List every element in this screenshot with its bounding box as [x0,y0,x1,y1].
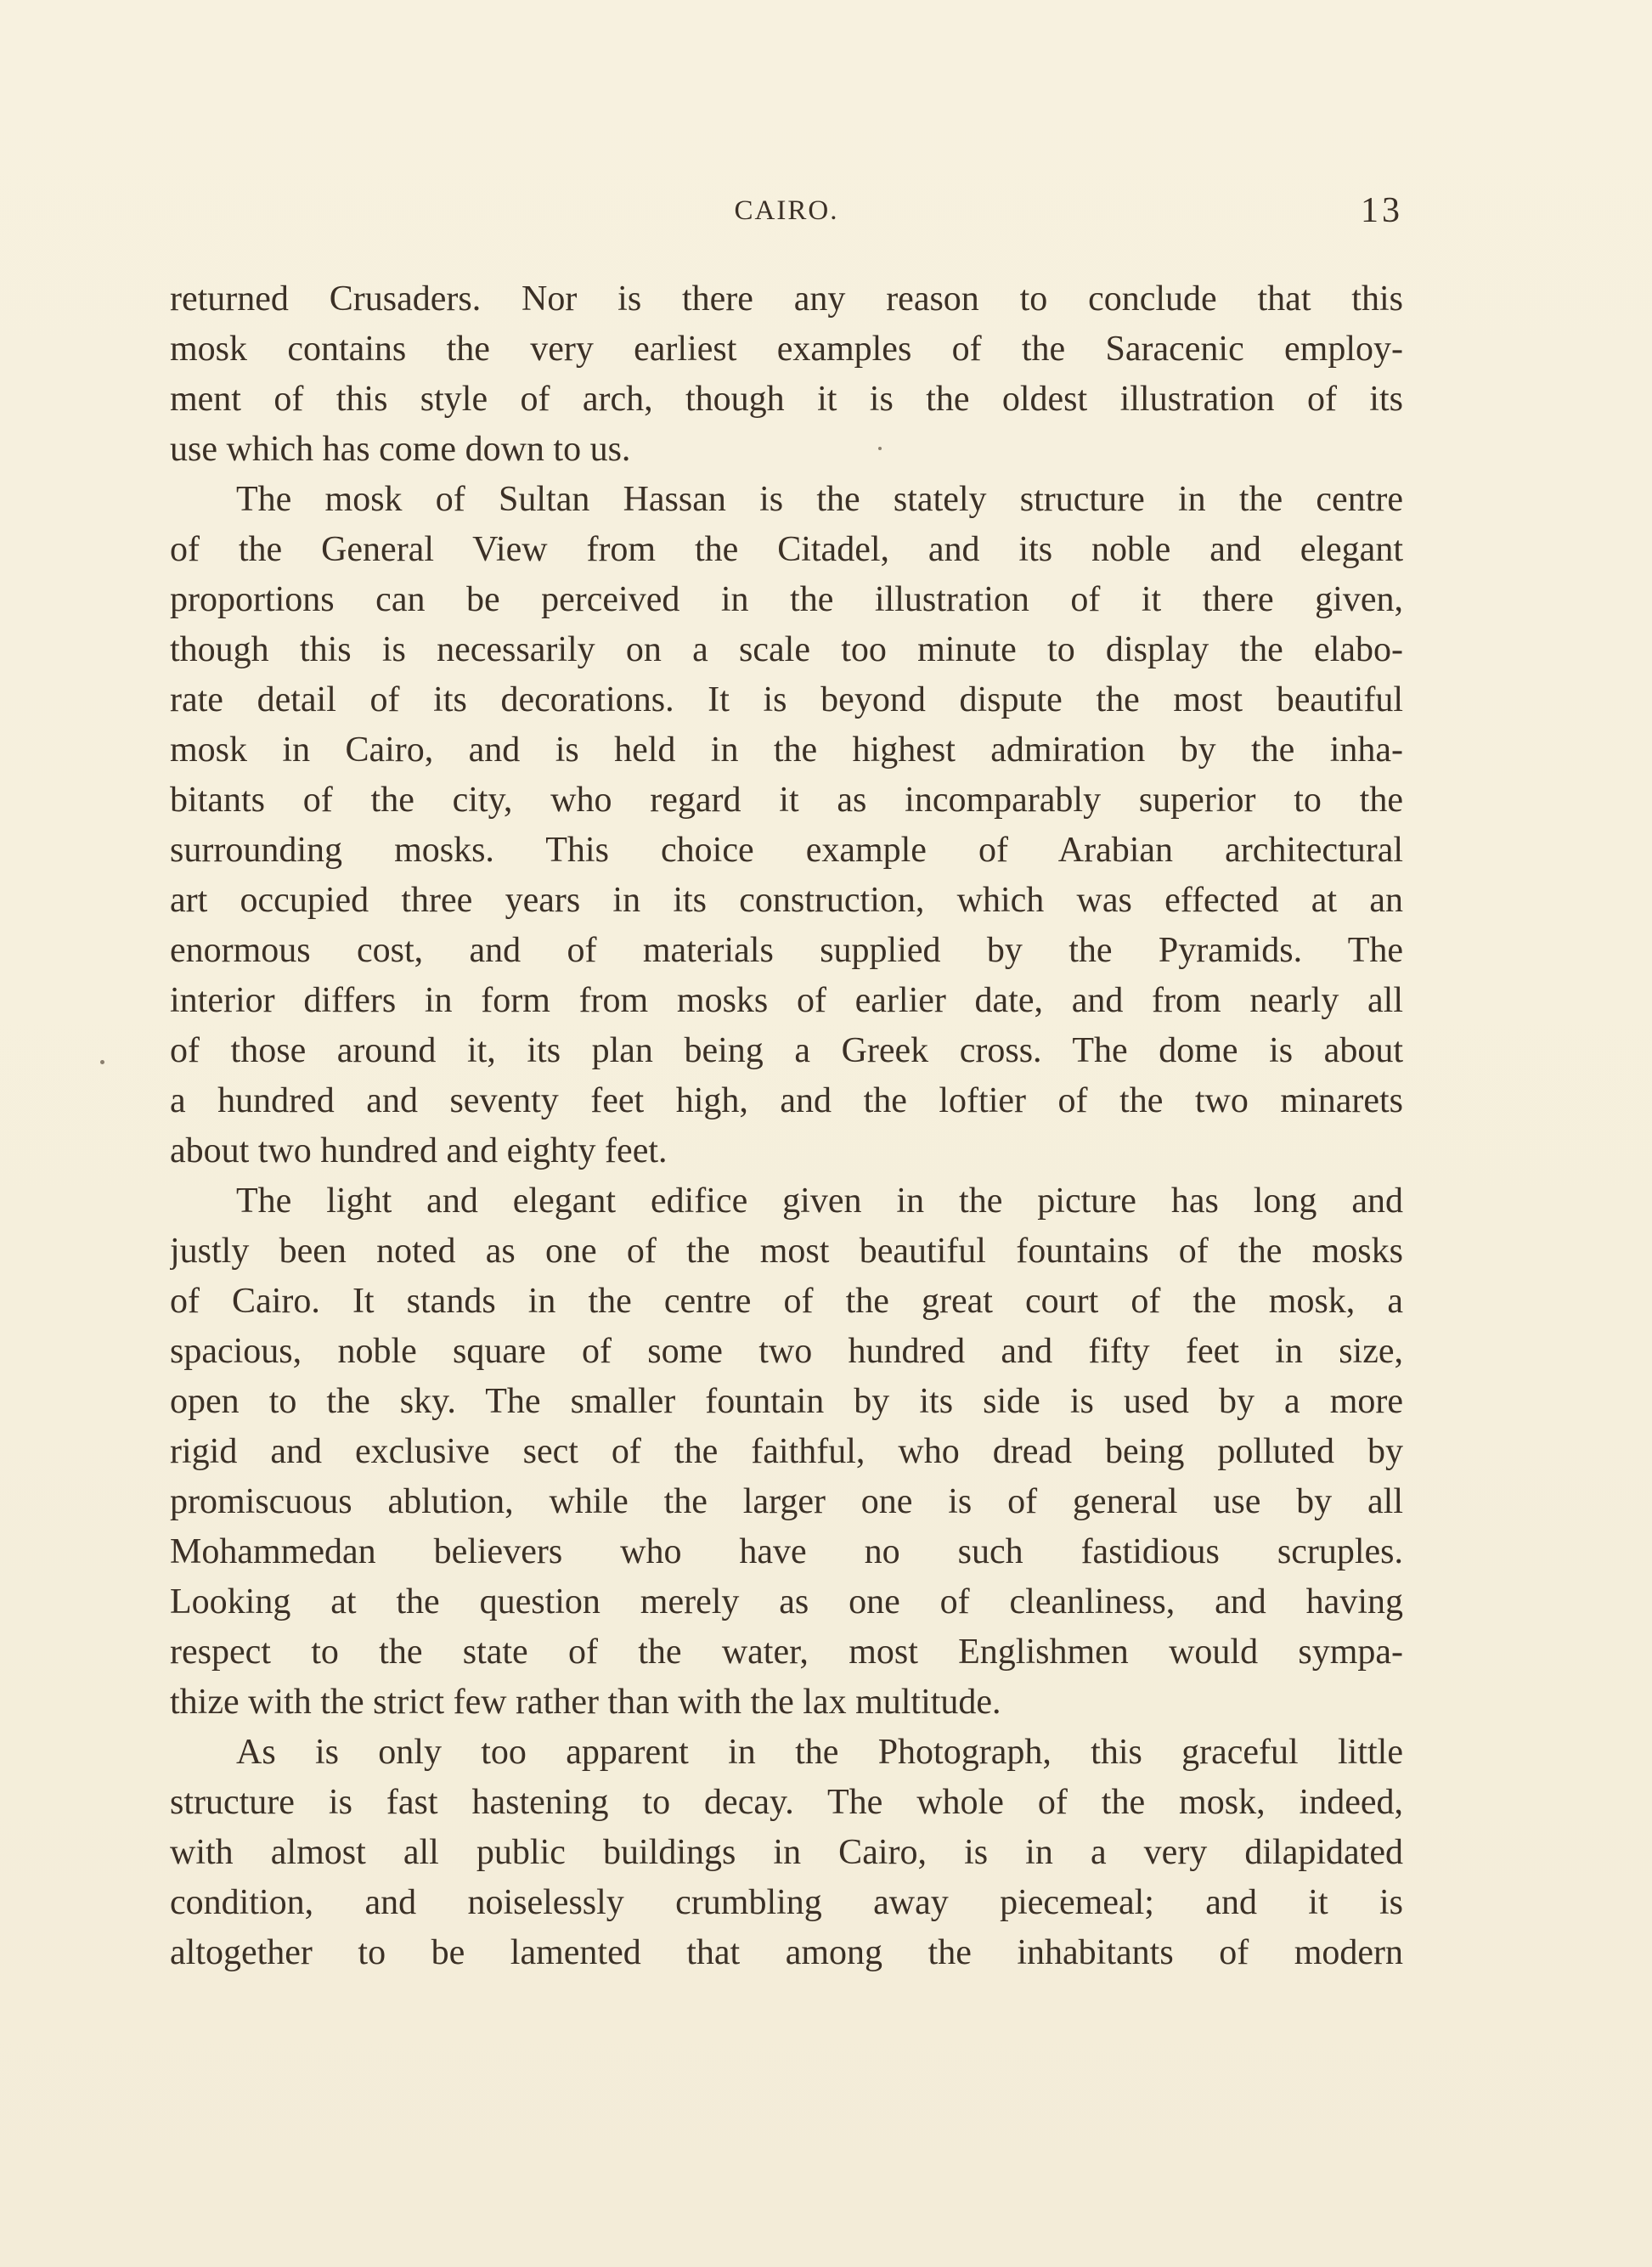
text-line: justly been noted as one of the most beautiful fountains of the mosks [170,1232,1403,1271]
paragraph-first-line: As is only too apparent in the Photograph, this graceful little [236,1733,1403,1772]
text-line: respect to the state of the water, most Englishmen would sympa- [170,1633,1403,1672]
text-line: enormous cost, and of materials supplied by the Pyramids. The [170,931,1403,970]
text-line: a hundred and seventy feet high, and the loftier of the two minarets [170,1081,1403,1120]
text-line: thize with the strict few rather than with the lax multitude. [170,1683,1001,1722]
text-line: rate detail of its decorations. It is beyond dispute the most beautiful [170,680,1403,719]
text-line: interior differs in form from mosks of earlier date, and from nearly all [170,981,1403,1020]
page-number: 13 [1361,191,1403,230]
text-line: ment of this style of arch, though it is the oldest illustration of its [170,380,1403,419]
text-line: though this is necessarily on a scale too minute to display the elabo- [170,630,1403,669]
text-line: proportions can be perceived in the illustration of it there given, [170,580,1403,619]
page-header [170,189,1403,240]
paragraph-first-line: The mosk of Sultan Hassan is the stately structure in the centre [236,480,1403,519]
text-line: with almost all public buildings in Cairo, is in a very dilapidated [170,1833,1403,1872]
text-line: structure is fast hastening to decay. The whole of the mosk, indeed, [170,1783,1403,1822]
text-line: about two hundred and eighty feet. [170,1131,668,1170]
ink-speck [100,1060,104,1064]
text-line: of Cairo. It stands in the centre of the great court of the mosk, a [170,1282,1403,1321]
text-line: condition, and noiselessly crumbling away piecemeal; and it is [170,1883,1403,1922]
text-line: of those around it, its plan being a Greek cross. The dome is about [170,1031,1403,1070]
paragraph-first-line: The light and elegant edifice given in the picture has long and [236,1181,1403,1221]
text-line: of the General View from the Citadel, and its noble and elegant [170,530,1403,569]
text-line: Looking at the question merely as one of cleanliness, and having [170,1582,1403,1621]
text-line: Mohammedan believers who have no such fastidious scruples. [170,1532,1403,1571]
text-line: rigid and exclusive sect of the faithful, who dread being polluted by [170,1432,1403,1471]
running-head: CAIRO. [734,195,839,226]
text-line: promiscuous ablution, while the larger one is of general use by all [170,1482,1403,1521]
text-line: bitants of the city, who regard it as incomparably superior to the [170,781,1403,820]
text-line: returned Crusaders. Nor is there any reason to conclude that this [170,279,1403,319]
ink-speck [878,447,882,450]
text-line: mosk contains the very earliest examples of the Saracenic employ- [170,330,1403,369]
body-text [170,274,1403,1978]
text-line: art occupied three years in its construction, which was effected at an [170,881,1403,920]
text-line: altogether to be lamented that among the inhabitants of modern [170,1933,1403,1972]
text-line: spacious, noble square of some two hundred and fifty feet in size, [170,1332,1403,1371]
text-line: surrounding mosks. This choice example of Arabian architectural [170,831,1403,870]
text-line: mosk in Cairo, and is held in the highest admiration by the inha- [170,730,1403,770]
text-line: open to the sky. The smaller fountain by its side is used by a more [170,1382,1403,1421]
text-line: use which has come down to us. [170,430,631,469]
